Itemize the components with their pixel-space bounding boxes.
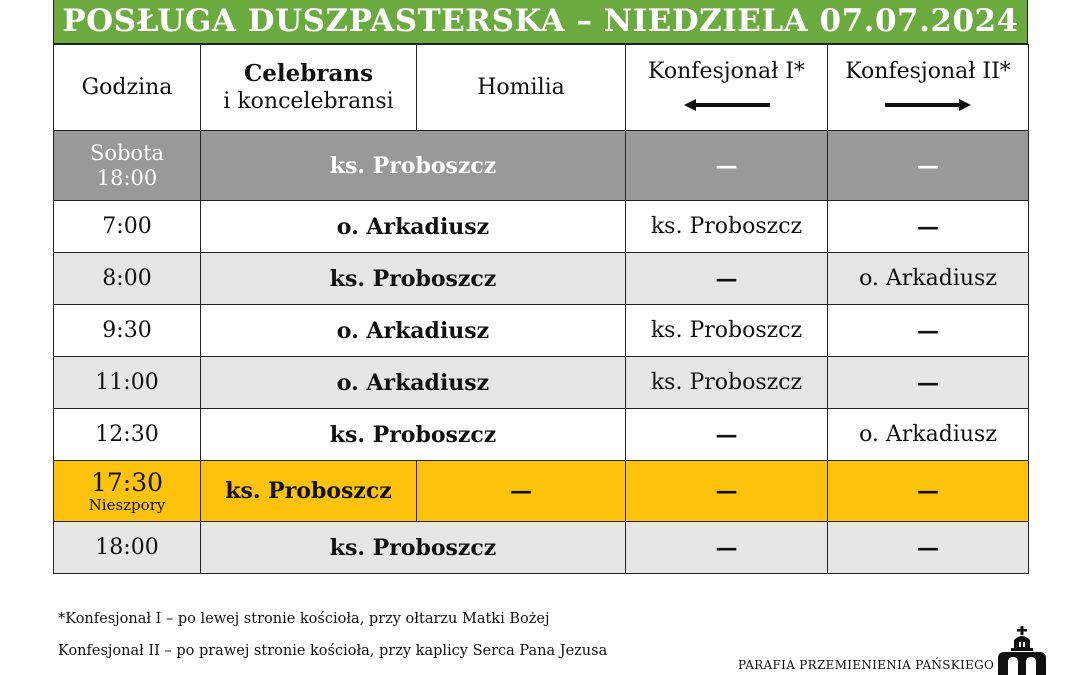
table-row <box>54 305 1029 357</box>
table-row <box>54 357 1029 409</box>
celebrant-cell: o. Arkadiusz <box>201 201 626 253</box>
table-row <box>54 201 1029 253</box>
konfesjonal-2-cell: o. Arkadiusz <box>828 409 1029 461</box>
konfesjonal-1-cell: — <box>626 461 828 522</box>
header-konfesjonal-2-label: Konfesjonał II* <box>845 59 1011 84</box>
konfesjonal-1-cell: — <box>626 409 828 461</box>
header-homilia: Homilia <box>417 45 626 131</box>
time-hour: 17:30 <box>90 468 164 497</box>
homilia-cell: — <box>417 461 626 522</box>
table-row <box>54 131 1029 201</box>
left-arrow-icon <box>684 99 770 111</box>
konfesjonal-1-cell: ks. Proboszcz <box>626 305 828 357</box>
right-arrow-icon <box>885 99 971 111</box>
table-row <box>54 461 1029 522</box>
konfesjonal-2-cell: — <box>828 357 1029 409</box>
time-cell: 9:30 <box>54 305 201 357</box>
konfesjonal-1-cell: — <box>626 253 828 305</box>
celebrant-cell: ks. Proboszcz <box>201 253 626 305</box>
header-row <box>54 45 1029 131</box>
header-konfesjonal-1 <box>626 45 828 131</box>
church-icon <box>996 626 1048 675</box>
celebrant-cell: o. Arkadiusz <box>201 357 626 409</box>
table-row <box>54 522 1029 574</box>
time-cell: 11:00 <box>54 357 201 409</box>
time-day: Sobota <box>89 140 165 165</box>
celebrant-cell: o. Arkadiusz <box>201 305 626 357</box>
konfesjonal-2-cell: — <box>828 131 1029 201</box>
header-konfesjonal-2 <box>828 45 1029 131</box>
time-cell: 18:00 <box>54 522 201 574</box>
header-konfesjonal-1-label: Konfesjonał I* <box>648 59 805 84</box>
header-celebrans-main: Celebrans <box>243 59 374 87</box>
parish-name: PARAFIA PRZEMIENIENIA PAŃSKIEGO <box>738 658 995 672</box>
time-cell: 12:30 <box>54 409 201 461</box>
page-title: POSŁUGA DUSZPASTERSKA – NIEDZIELA 07.07.2024 <box>53 0 1028 44</box>
celebrant-cell: ks. Proboszcz <box>201 461 417 522</box>
celebrant-cell: ks. Proboszcz <box>201 522 626 574</box>
konfesjonal-1-cell: ks. Proboszcz <box>626 357 828 409</box>
konfesjonal-2-cell: — <box>828 522 1029 574</box>
header-celebrans <box>201 45 417 131</box>
footnote-konfesjonal-2: Konfesjonał II – po prawej stronie kościoła, przy kaplicy Serca Pana Jezusa <box>58 643 608 659</box>
celebrant-cell: ks. Proboszcz <box>201 131 626 201</box>
time-cell <box>54 131 201 201</box>
time-cell: 7:00 <box>54 201 201 253</box>
konfesjonal-2-cell: — <box>828 461 1029 522</box>
konfesjonal-2-cell: — <box>828 201 1029 253</box>
konfesjonal-2-cell: — <box>828 305 1029 357</box>
time-note: Nieszpory <box>88 496 166 514</box>
time-cell <box>54 461 201 522</box>
celebrant-cell: ks. Proboszcz <box>201 409 626 461</box>
konfesjonal-1-cell: — <box>626 522 828 574</box>
table-row <box>54 409 1029 461</box>
footnote-konfesjonal-1: *Konfesjonał I – po lewej stronie kościoła, przy ołtarzu Matki Bożej <box>58 611 550 627</box>
konfesjonal-1-cell: ks. Proboszcz <box>626 201 828 253</box>
time-cell: 8:00 <box>54 253 201 305</box>
time-hour: 18:00 <box>96 165 158 190</box>
table-row <box>54 253 1029 305</box>
schedule-table <box>53 44 1029 574</box>
konfesjonal-2-cell: o. Arkadiusz <box>828 253 1029 305</box>
header-celebrans-sub: i koncelebransi <box>223 88 394 114</box>
konfesjonal-1-cell: — <box>626 131 828 201</box>
header-godzina: Godzina <box>54 45 201 131</box>
